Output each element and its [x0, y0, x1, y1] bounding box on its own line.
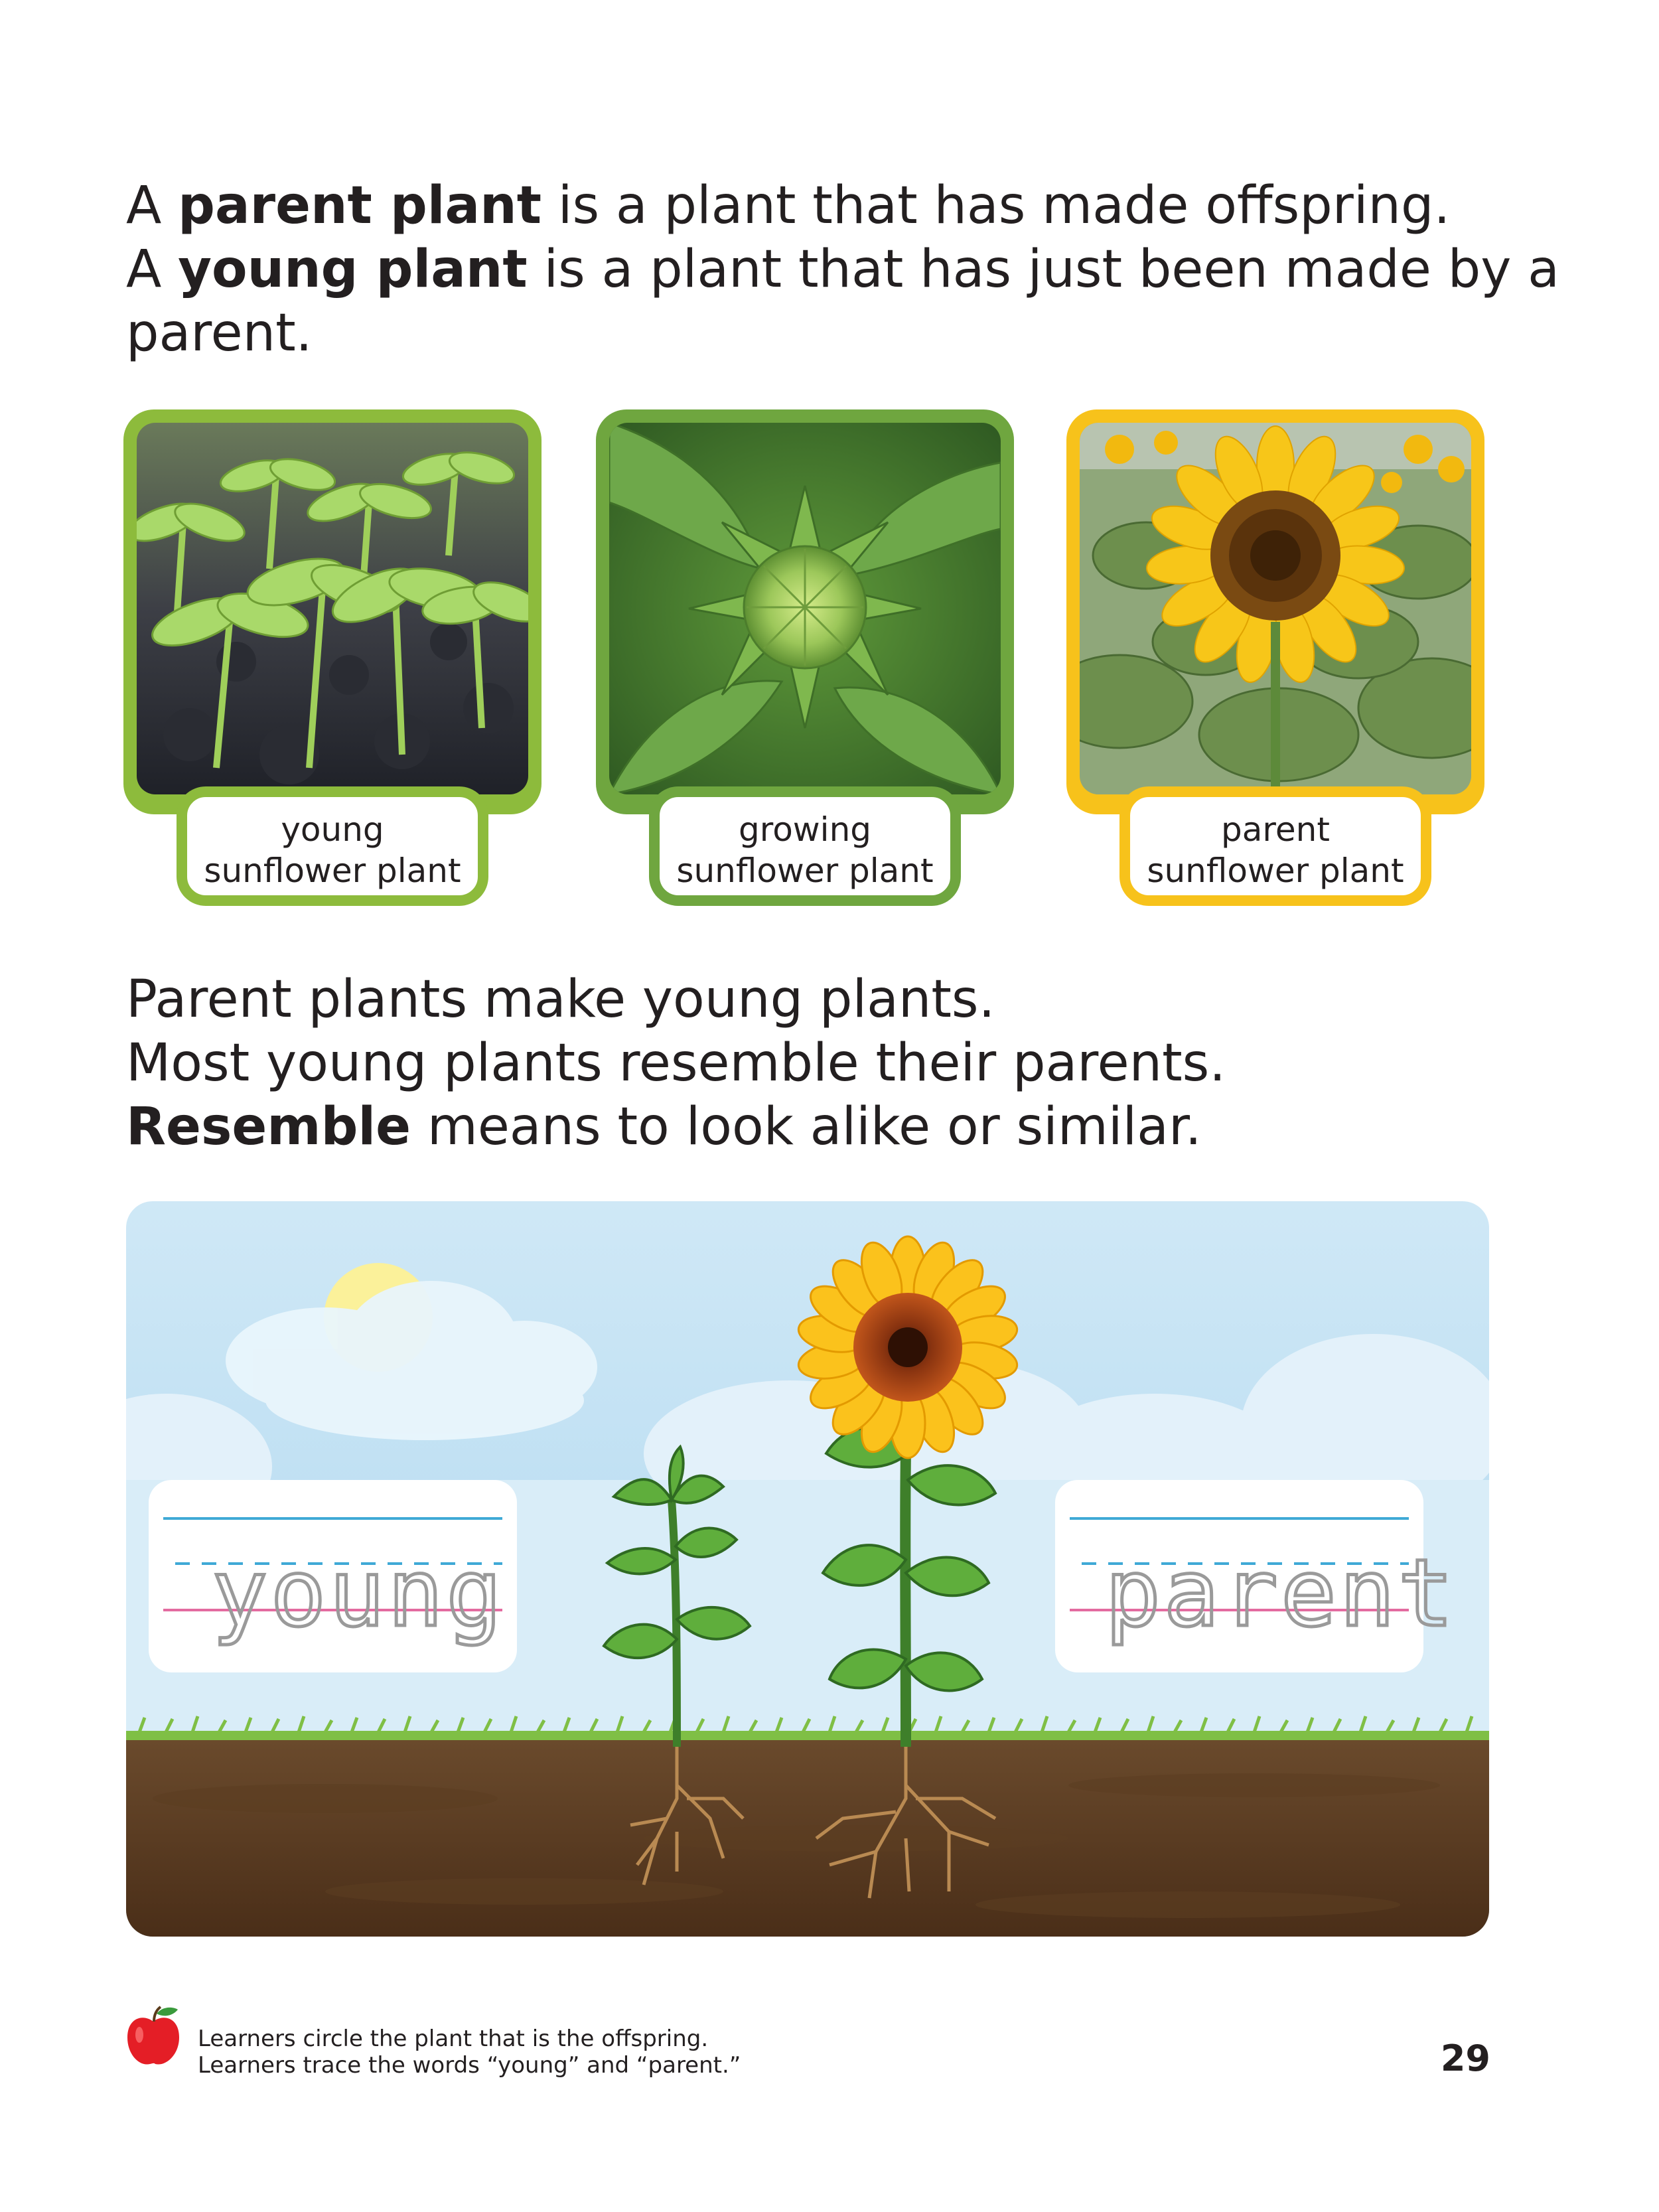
seedlings-photo — [137, 423, 528, 794]
intro-paragraph — [126, 174, 1559, 365]
plant-illustration — [126, 1201, 1489, 1937]
intro-line-1: A parent plant is a plant that has made offspring. — [126, 176, 1451, 236]
growing-plant-card — [596, 409, 1014, 890]
middle-line-1: Parent plants make young plants. — [126, 970, 995, 1029]
trace-box-parent[interactable] — [1055, 1480, 1457, 1672]
growing-card-label — [649, 786, 961, 906]
resemble-paragraph — [126, 968, 1226, 1159]
sunflower-bud-photo — [609, 423, 1001, 794]
parent-card-label — [1119, 786, 1431, 906]
teacher-note-line-1: Learners circle the plant that is the offspring. — [198, 2026, 709, 2052]
growing-label-line-1: growing — [739, 810, 871, 849]
teacher-note-line-2: Learners trace the words “young” and “parent.” — [198, 2052, 741, 2079]
teacher-note — [198, 2026, 741, 2079]
middle-line-3: Resemble means to look alike or similar. — [126, 1097, 1202, 1157]
intro-line-2: A young plant is a plant that has just been made by a — [126, 240, 1559, 299]
parent-plant-card — [1066, 409, 1484, 890]
sunflower-field-photo — [1080, 423, 1471, 794]
page-number: 29 — [1440, 2037, 1490, 2079]
trace-word-parent[interactable]: parent — [1105, 1540, 1457, 1648]
young-card-label — [177, 786, 488, 906]
parent-label-line-2: sunflower plant — [1147, 851, 1404, 890]
young-label-line-2: sunflower plant — [204, 851, 461, 890]
growing-label-line-2: sunflower plant — [676, 851, 934, 890]
parent-label-line-1: parent — [1221, 810, 1330, 849]
apple-icon — [123, 2003, 183, 2069]
young-plant-card — [123, 409, 541, 890]
intro-line-3: parent. — [126, 303, 313, 363]
middle-line-2: Most young plants resemble their parents. — [126, 1033, 1226, 1093]
trace-word-young[interactable]: young — [212, 1540, 505, 1648]
trace-box-young[interactable] — [149, 1480, 517, 1672]
young-label-line-1: young — [281, 810, 384, 849]
